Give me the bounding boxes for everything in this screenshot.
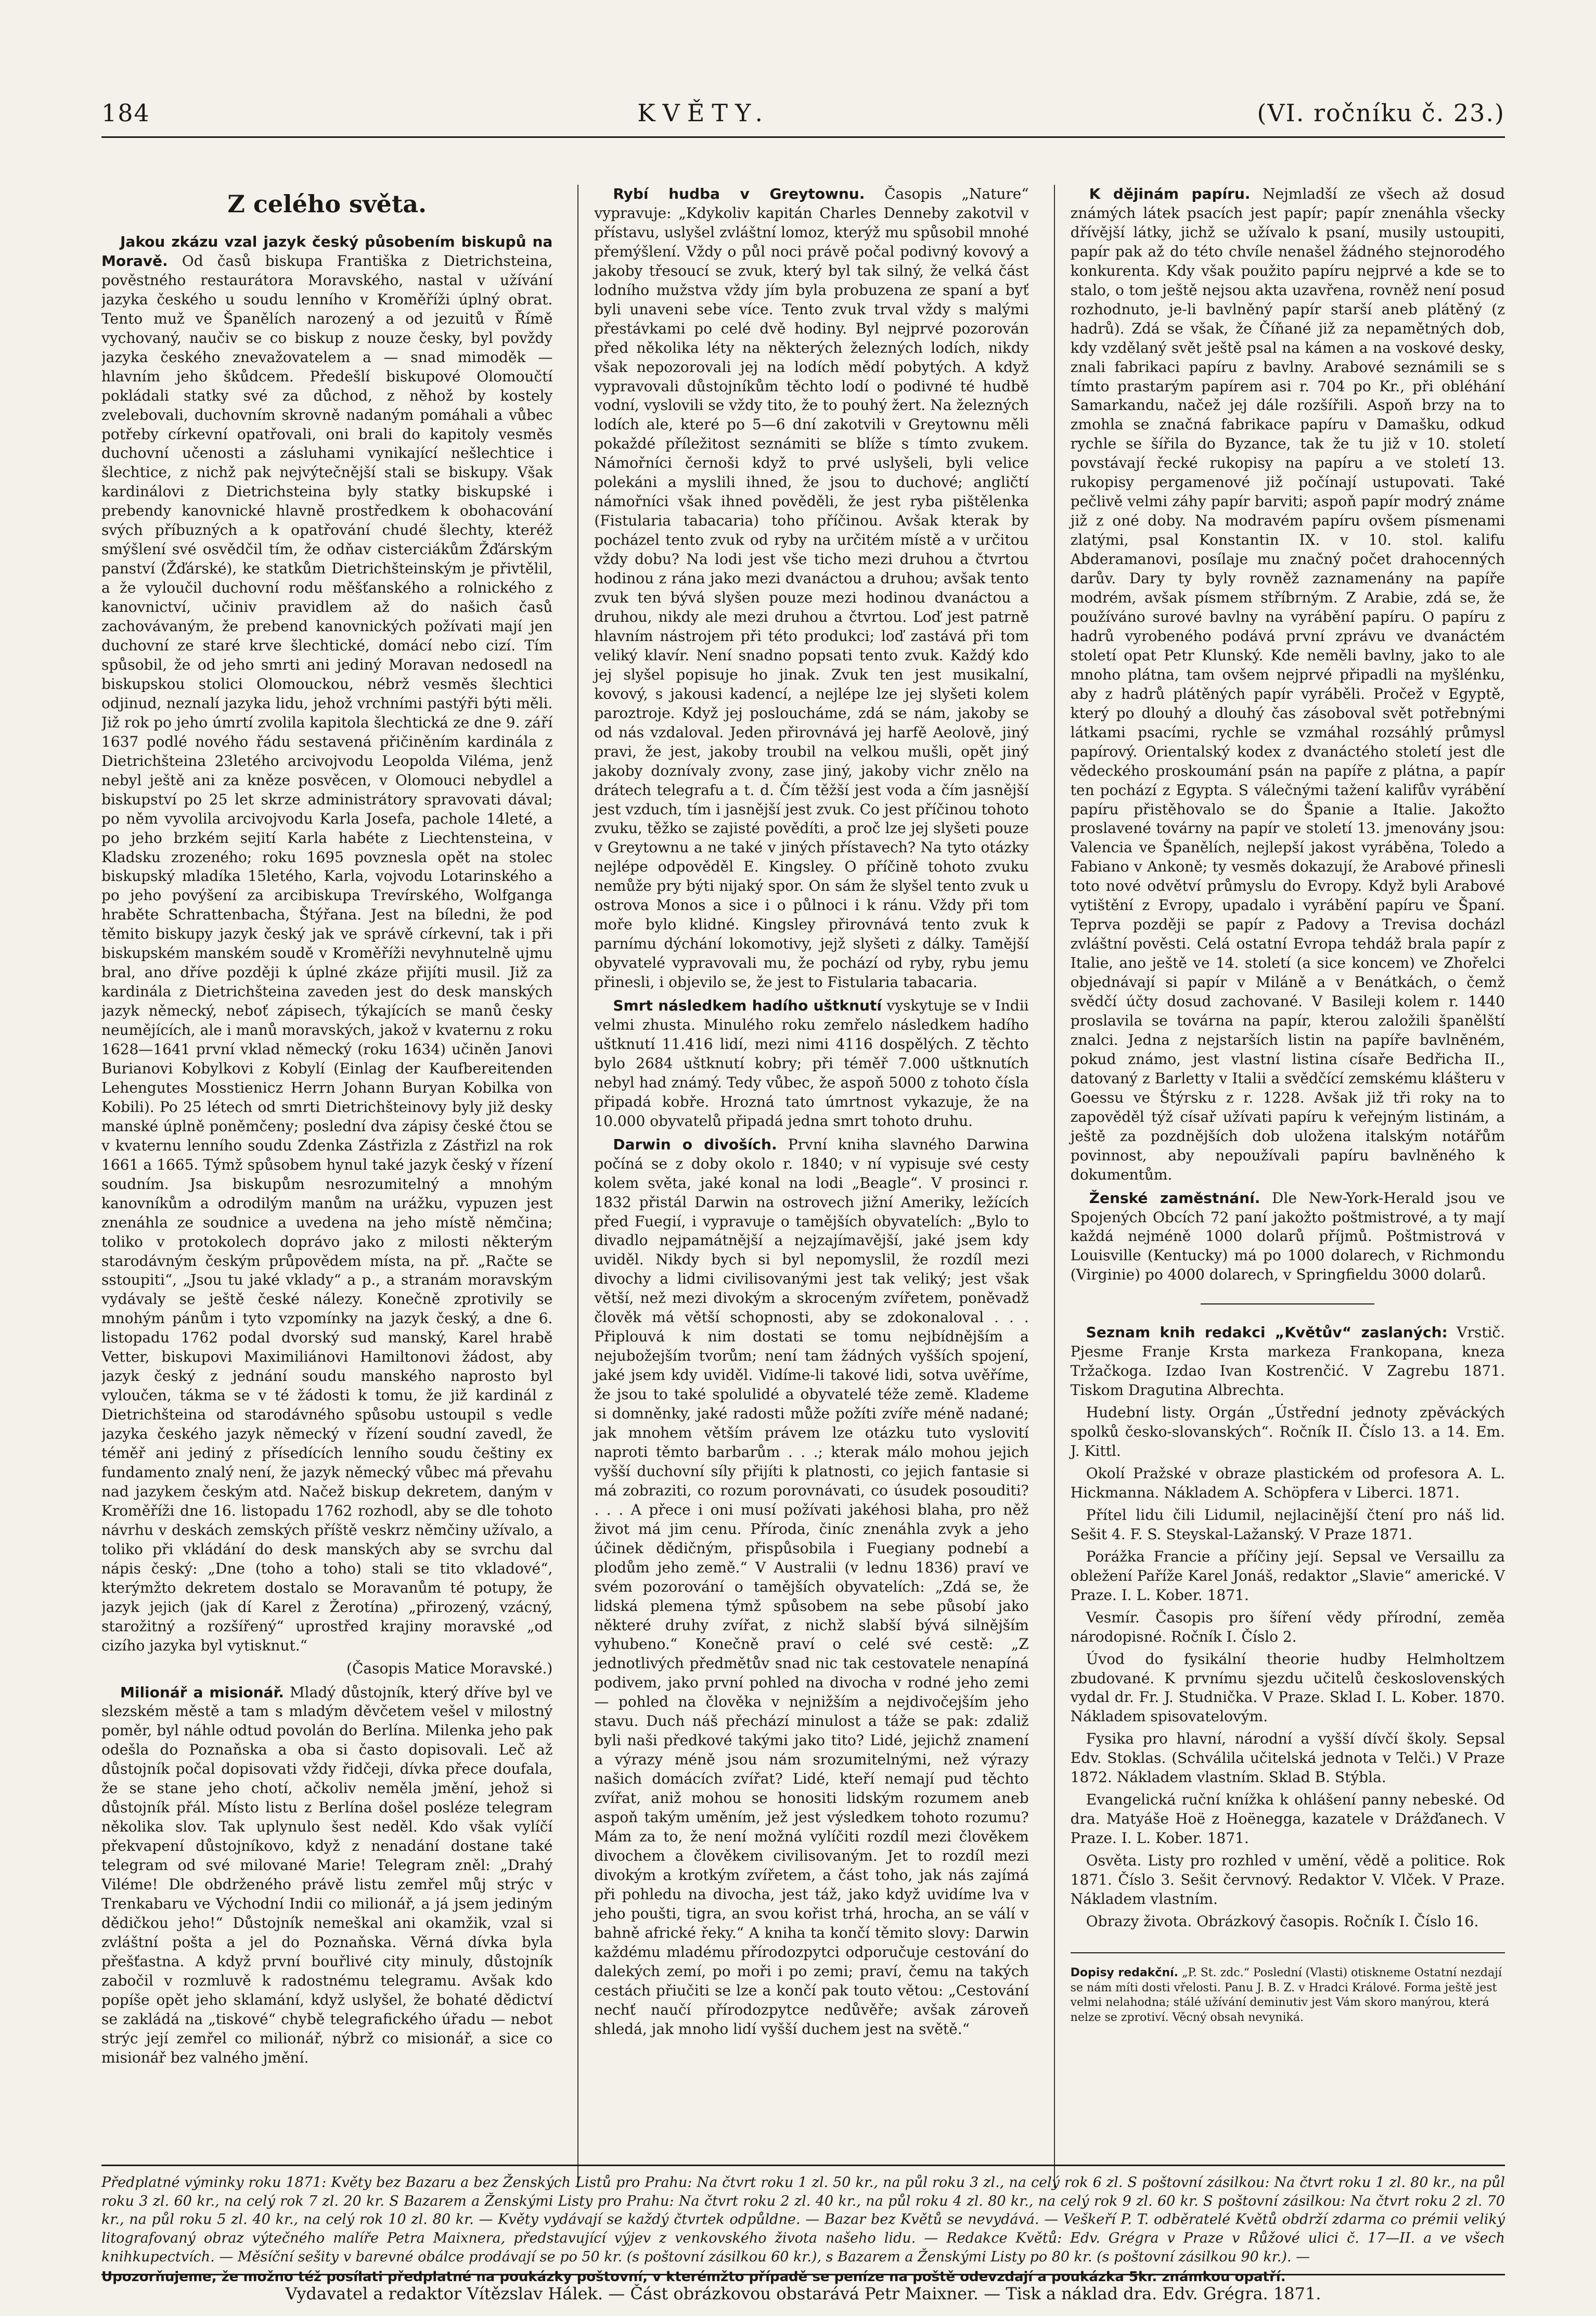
column-1 xyxy=(101,185,552,2188)
article-body: Nejmladší ze všech až dosud známých látek psacích jest papír; papír znenáhla všecky dřívější látky, jichž se užívalo k psaní, musily ustoupiti, papír pak až do této chvíle nenašel žádného stejnorodého konkurenta. Kdy však použito papíru nejprvé a kde se to stalo, o tom ještě nejsou akta uzavřena, rovněž není posud rozhodnuto, je-li bavlněný papír starší aneb plátěný (z hadrů). Zdá se však, že Číňané již za nepamětných dob, kdy vzdělaný svět ještě psal na kámen a na voskové desky, znali fabrikaci papíru z bavlny. Arabové seznámili se s tímto prastarým papírem asi r. 704 po Kr., při obléhání Samarkandu, načež jej dále rozšířili. Aspoň brzy na to zmohla se značná fabrikace papíru v Damašku, odkud rychle se šířila do Byzance, tak že tu již v 10. století povstávají řecké rukopisy na papíru a ve století 13. rukopisy pergamenové již počínají ustupovati. Také pečlivě velmi záhy papír barviti; aspoň papír modrý známe již z oné doby. Na modravém papíru ovšem písmenami zlatými, psal Konstantin IX. v 10. stol. kalifu Abderamanovi, posílaje mu značný počet drahocenných darův. Dary ty byly rovněž zaznamenány na papíře modrém, avšak písmem stříbrným. Z Arabie, zdá se, že používáno surové bavlny na vyrábění papíru. O papíru z hadrů vyrobeného podává první zprávu ve dvanáctém století opat Petr Klunský. Kde neměli bavlny, jako to ale mnoho plátna, tam ovšem nejprvé připadli na myšlénku, aby z hadrů plátěných papír vyráběli. Pročež v Egyptě, který po dlouhý a dlouhý čas zásoboval svět potřebnými látkami psacími, rychle se vzmáhal rozsáhlý průmysl papírový. Orientalský kodex z dvanáctého století jest dle vědeckého proskoumání psán na papíře z plátna, a papír ten pochází z Egypta. S válečnými tažení kalifův vyrábění papíru přistěhovalo se do Španie a Italie. Jakožto proslavené továrny na papír ve století 13. jmenovány jsou: Valencia ve Španělích, nejlepší jakost vyráběna, Toledo a Fabiano v Ankoně; ty vesměs dokazují, že Arabové přinesli toto nové odvětví průmyslu do Evropy. Když byli Arabové vytištění z Evropy, upadalo i vyrábění papíru ve Španí. Teprva později se papír z Padovy a Trevisa docházl zvláštní pověsti. Celá ostatní Evropa tehdáž brala papír z Italie, ano ještě ve 14. století (a sice koncem) ve Zhořelci objednávají si papír v Miláně a v Benátkách, o čemž svědčí účty dosud zachované. V Basileji kolem r. 1440 proslavila se továrna na papír, kterou založili španělští znalci. Jedna z nejstarších listin na papíře bavlněném, pokud známo, jest vlastní listina císaře Bedřicha II., datovaný z Barletty v Italii a svědčící zemskému klášteru v Goessu ve Štýrsku z r. 1228. Avšak již tři roky na to zapověděl týž císař užívati papíru k veřejným listinám, a ještě za pozdnějších dob uložena italským notářům povinnost, aby nepoužívali papíru bavlněného k dokumentům. xyxy=(1070,185,1505,1183)
article-snakebite xyxy=(594,996,1028,1131)
article-body: Mladý důstojník, který dříve byl ve slezském městě a tam s mladým děvčetem vešel v milostný poměr, byl náhle odtud povolán do Berlína. Milenka jeho pak odešla do Poznaňska a oba si často dopisovali. Leč až důstojník počal dopisovati vždy řidčeji, dívka přece doufala, že se stane jeho chotí, ačkoliv neměla jmění, jehož si důstojník přál. Místo listu z Berlína došel posléze telegram několika slov. Tak uplynulo šest neděl. Kdo však vylíčí překvapení důstojníkovo, když z nenadání dostane také telegram od své milované Marie! Telegram zněl: „Drahý Viléme! Dle obdrženého právě listu zemřel můj strýc v Trenkabaru ve Východní Indii co milionář, a já jsem jediným dědičkou jeho!“ Důstojník nemeškal ani okamžik, vzal si zvláštní pošta a jel do Poznaňska. Věrná dívka byla přešťastna. A když první bouřlivé city minuly, důstojník zabočil v rozmluvě k radostnému telegramu. Avšak kdo popíše opět jeho sklamání, když uslyšel, že bohaté dědictví se zakládá na „tiskové“ chybě telegrafického úřadu — nebot strýc její zemřel co milionář, nýbrž co misionář, a sice co misionář bez valného jmění. xyxy=(101,1683,553,2066)
article-headline: Rybí hudba v Greytownu. xyxy=(613,185,865,202)
divider xyxy=(1201,1303,1374,1304)
article-darwin xyxy=(594,1135,1028,2039)
book-list-heading: Seznam knih redakci „Květův“ zaslaných: xyxy=(1086,1324,1448,1341)
article-headline: Smrt následkem hadího uštknutí xyxy=(613,997,882,1015)
book-entry: Fysika pro hlavní, národní a vyšší dívčí školy. Sepsal Edv. Stoklas. (Schválila učitelská jednota v Telči.) V Praze 1872. Nákladem vlastním. Sklad B. Stýbla. xyxy=(1070,1730,1505,1786)
article-body: Od časů biskupa Františka z Dietrichsteina, pověstného restaurátora Moravského, nastal v užívání jazyka českého u soudu lenního v Kroměříži úplný obrat. Tento muž ve Španělích narozený a od jezuitů v Římě vychovaný, naučiv se co biskup z nouze česky, byl povždy jazyka českého znevažovatelem a — snad mimoděk — hlavním jeho škůdcem. Předešlí biskupové Olomoučtí pokládali statky své za důchod, z něhož by kostely zvelebovali, duchovním skrovně nadaným pomáhali a vůbec potřeby církevní opatřovali, oni brali do kapitoly vesměs duchovní učenosti a zásluhami vynikající nešlechtice i šlechtice, z nichž pak nejvýtečnější stali se biskupy. Však kardinálovi z Dietrichsteina byly statky biskupské i prebendy kanovnické hlavně prostředkem k obohacování svých příbuzných a k opatřování chudé šlechty, kteréž smýšlení své osvědčil tím, že odňav cisterciákům Žďárským panství (Žďárské), ke statkům Dietrichšteinským je přivtělil, a že vyloučil duchovní rodu měšťanského a rolnického z kanovnictví, učiniv pravidlem až do našich časů zachovávaným, že prebend kanovnických požívati mají jen duchovní ze staré krve šlechtické, domácí nebo cizí. Tím spůsobil, že od jeho smrti ani jediný Moravan nedosedl na biskupskou stolici Olomouckou, nébrž vesměs šlechtici odjinud, neznalí jazyka lidu, jehož vrchními pastýři býti měli. Již rok po jeho úmrtí zvolila kapitola šlechtická ze dne 9. září 1637 podlé nového řádu sestavená přičiněním kardinála z Dietrichšteina 23letého arcivojvodu Leopolda Viléma, jenž nebyl ještě ani za kněze posvěcen, v Olomouci nebydlel a biskupství po 25 let skrze administrátory spravovati dával; po něm vyvolila arcivojvodu Karla Josefa, pachole 14leté, a po jeho brzkém sejití Karla habéte z Liechtensteina, v Kladsku zrozeného; roku 1695 povznesla opět na stolec biskupský mladíka 15letého, Karla, vojvodu Lotarinského a po jeho povýšení za arcibiskupa Trevírského, Wolfganga hraběte Schrattenbacha, Štýřana. Jest na bíledni, že pod těmito biskupy jazyk český jak ve správě církevní, tak i při biskupském manském soudě v Kroměříži nevyhnutelně ujmu bral, ano dříve později k úplné zkáze přijíti musil. Již za kardinála z Dietrichšteina zaveden jest do desk manských jazyk německý, neboť zápisech, týkajících se manů česky neumějících, ale i manů moravských, jakož v kvaternu z roku 1628—1641 první vklad německý (roku 1634) učiněn Janovi Burianovi Kobylkovi z Kobylí (Einlag der Kaufbereitenden Lehengutes Mosstienicz Herrn Johann Buryan Kobilka von Kobili). Po 25 létech od smrti Dietrichšteinovy byly již desky manské úplně poněmčeny; poslední dva zápisy české čtou se v kvaternu lenního soudu Zdenka Zástřizla z Zástřizl na rok 1661 a 1665. Týmž spůsobem hynul také jazyk český v řízení soudním. Jsa biskupům nesrozumitelný a mnohým kanovníkům a odrodilým manům na urážku, vypuzen jest znenáhla ze soudnice a uvedena na jeho místě němčina; toliko v protokolech doprávo jako z milosti některým starodávným českým průpovědem místa, na př. „Račte se sstoupiti“, „Jsou tu jaké vklady“ a p., a stranám moravským vydávaly se ještě české nálezy. Konečně zprotivily se mnohým pánům i tyto vzpomínky na jazyk český, a dne 6. listopadu 1762 podal dvorský sud manský, Karel hrabě Vetter, biskupovi Maximiliánovi Hamiltonovi žádost, aby jazyk český z jednání soudu manského naprosto byl vyloučen, tákma se v té žádosti k tomu, že již kardinál z Dietrichšteina od starodávného spůsobu ustoupil s vedle jazyka českého jazyk německý v řízení soudní zavedl, že téměř ani jediný z přísedících lenního soudu češtiny ex fundamento znalý není, že jazyk německý vůbec má převahu nad jazykem českým atd. Načež biskup dekretem, daným v Kroměříži dne 16. listopadu 1762 rozhodl, aby se dle tohoto návrhu v deskách zemských příště veskrz němčiny užívalo, a toliko při vkládání do desk manských aby se svrchu dal nápis český: „Dne (toho a toho) stali se tito vkladové“, kterýmžto dekretem dostalo se Moravanům té potupy, že jazyk jejich (jak dí Karel z Žerotína) „přirozený, vzácný, starožitný a rozšířený“ uprostřed krajiny moravské „od cizího jazyka byl vytisknut.“ xyxy=(101,252,553,1654)
book-entry: Hudební listy. Orgán „Ústřední jednoty zpěváckých spolků česko-slovanských“. Ročník II. Číslo 13. a 14. Em. J. Kittl. xyxy=(1070,1404,1505,1460)
subscription-warning: Upozorňujeme, že možno též posílati předplatné na poukázky poštovní, v kterémžto případě se peníze na poště odevzdají a poukázka 5kr. známkou opatří. xyxy=(101,2269,1286,2285)
book-entry: Úvod do fysikální theorie hudby Helmholtzem zbudované. K prvnímu sjezdu učitelů československých vydal dr. Fr. J. Studnička. V Praze. Sklad I. L. Kober. 1870. Nákladem spisovatelovým. xyxy=(1070,1650,1505,1725)
article-body: Časopis „Nature“ vypravuje: „Kdykoliv kapitán Charles Denneby zakotvil v přístavu, uslyšel zvláštní lomoz, kterýž mu spůsobil mnohé přemýšlení. Vždy o půl noci právě počal podivný kovový a jakoby třesoucí se zvuk, který byl tak silný, že velká část lodního mužstva vždy jím byla probuzena ze spaní a byť byli unaveni sebe více. Tento zvuk trval vždy s malými přestávkami po celé dvě hodiny. Byl nejprvé pozorován před několika léty na některých železných lodích, nikdy však nepozorovali jej na lodích mědí pobytých. A když vypravovali důstojníkům těchto lodí o podivné té hudbě vodní, vyslovili se vždy tito, že to pouhý žert. Na železných lodích ale, které po 5—6 dní zakotvili v Greytownu měli pokaždé příležitost seznámiti se blíže s tímto zvukem. Námořníci černoši když to prvé uslyšeli, byli velice polekáni a myslili ihned, že jsou to duchové; angličtí námořníci však ihned pověděli, že jest ryba pištělenka (Fistularia tabacaria) toho příčinou. Avšak kterak by pocházel tento zvuk od ryby na určitém místě a v určitou vždy dobu? Na lodi jest vše ticho mezi druhou a čtvrtou hodinou z rána jako mezi dvanáctou a druhou; avšak tento zvuk ten bývá slyšen pouze mezi hodinou dvanáctou a druhou, nikdy ale mezi druhou a čtvrtou. Loď jest patrně hlavním nástrojem při této produkci; loď zastává při tom veliký klavír. Není snadno popsati tento zvuk. Každý kdo jej slyšel popisuje ho jinak. Zvuk ten jest musikalní, kovový, s jakousi kadencí, a nejlépe lze jej slyšeti kolem paroztroje. Když jej posloucháme, zdá se nám, jakoby se od nás vzdaloval. Jeden přirovnává jej harfě Aeolově, jiný pravi, že jest, jakoby troubil na velkou mušli, opět jiný jakoby doznívaly zvony, zase jiný, jakoby vichr znělo na drátech telegrafu a t. d. Čím těžší jest voda a čím jasnější jest vzduch, tím i jasnější jest zvuk. Co jest příčinou tohoto zvuku, těžko se zajisté povědíti, a proč lze jej slyšeti pouze v Greytownu a ne také v jiných přístavech? Na tyto otázky nejlépe odpověděl E. Kingsley. O příčině tohoto zvuku nemůže pry býti nijaký spor. On sám že slyšel tento zvuk u ostrova Monos a sice i o půlnoci i k ránu. Vždy při tom moře bylo klidné. Kingsley přirovnává tento zvuk k parnímu dýchání lokomotivy, jejž slyšeti z dálky. Tamější obyvatelé vypravovali mu, že pochází od ryby, rybu jemu přinesli, i objevilo se, že jest to Fistularia tabacaria. xyxy=(594,185,1029,991)
book-entry: Vrstič. Pjesme Franje Krsta markeza Frankopana, kneza Tržačkoga. Izdao Ivan Kostrenčić. V Zagrebu 1871. Tiskom Dragutina Albrechta. xyxy=(1070,1324,1505,1399)
article-body: První kniha slavného Darwina počíná se z doby okolo r. 1840; v ní vypisuje své cesty kolem světa, jaké konal na lodi „Beagle“. V prosinci r. 1832 přistál Darwin na ostrovech jižní Ameriky, ležících před Fuegií, i vypravuje o tamějších obyvatelích: „Bylo to divadlo nejpamátnější a nejzajímavější, jaké jsem kdy uviděl. Nikdy bych si byl nepomyslil, že rozdíl mezi divochy a lidmi civilisovanými jest tak veliký; jest však větší, než mezi divokým a skroceným zvířetem, poněvadž člověk má větší schopnosti, aby se zdokonaloval . . . Připlouvá k nim dostati se tomu nejbídnějším a nejubožejším tvorům; není tam žádných vyšších spojení, jaké jsem kdy uviděl. Vidíme-li takové lidi, sotva uvěříme, že jsou to také spolulidé a obyvatelé téže země. Klademe si domněnky, jaké radosti může požíti zvíře méně nadané; jak mnohem větším právem lze otázku tuto vyslovití naproti těmto barbarům . . .; kterak málo mohou jejich vyšší duchovní síly přijíti k platnosti, co jejich fantasie si má zobraziti, co rozum porovnávati, co úsudek posouditi? . . . A přece i oni musí požívati jakéhosi blaha, pro něž život má jim cenu. Příroda, činíc znenáhla zvyk a jeho účinek dědičným, přispůsobila i Fuegiany podnebí a plodům jeho země.“ V Australii (v lednu 1836) praví ve svém pozorování o tamějších obyvatelích: „Zdá se, že lidská plemena týmž spůsobem na sebe působí jako některé druhy zvířat, z nichž slabší bývá silnějším vyhubeno.“ Konečně praví o celé své cestě: „Z jednotlivých předmětův snad nic tak cestovatele nenapíná podivem, jako první pohled na divocha v rodné jeho zemi — pohled na člověka v nejnižším a nejdivočejším jeho stavu. Duch náš přechází minulost a táže se pak: zdaliž byli naši předkové takými jako tito? Lidé, jejichž znamení a výrazy méně jsou nám srozumitelnými, než výrazy našich domácích zvířat? Lidé, kteří nemají pud těchto zvířat, aniž mohou se honositi lidským rozumem aneb aspoň takým uměním, jež jest výsledkem tohoto rozumu? Mám za to, že není možná vylíčiti rozdíl mezi člověkem divochem a člověkem civilisovaným. Jet to rozdíl mezi divokým a krotkým zvířetem, a část toho, jak nás zajímá při pohledu na divocha, jest táž, jako když uvidíme lva v jeho poušti, tigra, an svou kořist trhá, hrocha, an se válí v bahně africké řeky.“ A kniha ta končí těmito slovy: Darwin každému mladému přírodozpytci odporučuje cestování do dalekých zemí, po moři i po zemi; praví, čemu na takých cestách přiučiti se lze a končí pak touto větou: „Cestování nechť naučí přírodozpytce nedůvěře; avšak zároveň shledá, jak mnoho lidí vyšší duchem jest na světě.“ xyxy=(594,1135,1029,2038)
article-headline: Ženské zaměstnání. xyxy=(1089,1189,1260,1207)
article-columns xyxy=(101,185,1505,2188)
book-entry: Evangelická ruční knížka k ohlášení panny nebeské. Od dra. Matyáše Hoë z Hoënegga, kazatele v Drážďanech. V Praze. I. L. Kober. 1871. xyxy=(1070,1791,1505,1847)
book-list-intro xyxy=(1071,1323,1505,1400)
issue-label: (VI. ročníku č. 23.) xyxy=(1257,99,1505,127)
subscription-text: Předplatné výminky roku 1871: Květy bez Bazaru a bez Ženských Listů pro Prahu: Na čtvrt roku 1 zl. 50 kr., na půl roku 3 zl., na celý rok 6 zl. S poštovní zásilkou: Na čtvrt roku 1 zl. 80 kr., na půl roku 3 zl. 60 kr., na celý rok 7 zl. 20 kr. S Bazarem a Ženskými Listy pro Prahu: Na čtvrt roku 2 zl. 40 kr., na půl roku 4 zl. 80 kr., na celý rok 9 zl. 60 kr. S poštovní zásilkou: Na čtvrt roku 2 zl. 70 kr., na půl roku 5 zl. 40 kr., na celý rok 10 zl. 80 kr. — Květy vydávají se každý čtvrtek odpůldne. — Bazar bez Květů se nevydává. — Veškeří P. T. odběratelé Květů obdrží zdarma co prémii veliký litografovaný obraz výtečného malíře Petra Maixnera, představující výjev z venkovského života našeho lidu. — Redakce Květů: Edv. Grégra v Praze v Růžové ulici č. 17—II. a ve všech knihkupectvích. — Měsíční sešity v barevné obálce prodávají se po 50 kr. (s poštovní zásilkou 60 kr.), s Bazarem a Ženskými Listy po 80 kr. (s poštovní zásilkou 90 kr.). — xyxy=(101,2174,1505,2265)
page-header xyxy=(101,99,1505,138)
article-body: Dle New-York-Herald jsou ve Spojených Obcích 72 paní jakožto poštmistrové, a ty mají každá nejméně 1000 dolarů příjmů. Poštmistrová v Louisville (Kentucky) má po 1000 dolarech, v Richmondu (Virginie) po 4000 dolarech, v Springfieldu 3000 dolarů. xyxy=(1070,1189,1505,1284)
imprint-footer: Vydavatel a redaktor Vítězslav Hálek. — Část obrázkovou obstarává Petr Maixner. — Tisk a náklad dra. Edv. Grégra. 1871. xyxy=(101,2274,1505,2304)
article-source: (Časopis Matice Moravské.) xyxy=(346,1659,553,1677)
column-3 xyxy=(1054,185,1505,2188)
notice-heading: Dopisy redakční. xyxy=(1070,1966,1179,1979)
page-number: 184 xyxy=(101,99,150,127)
subscription-terms xyxy=(101,2165,1505,2286)
article-headline: Jakou zkázu vzal jazyk český působením biskupů na Moravě. xyxy=(101,233,553,270)
editorial-notice xyxy=(1071,1952,1505,2025)
book-entry: Přítel lidu čili Lidumil, nejlacinější čtení pro náš lid. Sešit 4. F. S. Steyskal-Lažanský. V Praze 1871. xyxy=(1070,1506,1505,1543)
article-moravia-language xyxy=(101,233,552,1656)
book-entry: Osvěta. Listy pro rozhled v umění, vědě a politice. Rok 1871. Číslo 3. Sešit červnový. Redaktor V. Vlček. V Praze. Nákladem vlastním. xyxy=(1070,1852,1505,1908)
book-entry: Porážka Francie a příčiny její. Sepsal ve Versaillu za obležení Paříže Karel Jonáš, redaktor „Slavie“ americké. V Praze. I. L. Kober. 1871. xyxy=(1070,1547,1505,1604)
article-headline: K dějinám papíru. xyxy=(1089,185,1251,202)
article-women-employment xyxy=(1071,1189,1505,1285)
article-fish-music xyxy=(594,185,1028,992)
section-heading: Z celého světa. xyxy=(227,190,427,218)
column-2 xyxy=(577,185,1028,2188)
article-headline: Milionář a misionář. xyxy=(120,1683,284,1701)
journal-title: KVĚTY. xyxy=(637,99,770,127)
article-paper-history xyxy=(1071,185,1505,1185)
notice-body: „P. St. zdc.“ Poslední (Vlasti) otiskneme Ostatní nezdají se nám míti dosti vřelosti. Panu J. B. Z. v Hradci Králové. Forma ještě jest velmi nelahodna; stálé užívání deminutiv jest Vám skoro manýrou, která nelze se zprotiví. Věcný obsah nevyniká. xyxy=(1070,1966,1502,2024)
article-millionaire xyxy=(101,1683,552,2068)
article-headline: Darwin o divoších. xyxy=(613,1135,777,1153)
book-entry: Vesmír. Časopis pro šíření vědy přírodní, zeměa národopisné. Ročník I. Číslo 2. xyxy=(1070,1608,1505,1645)
book-entry: Okolí Pražské v obraze plastickém od profesora A. L. Hickmanna. Nákladem A. Schöpfera v Liberci. 1871. xyxy=(1070,1465,1505,1501)
article-body: vyskytuje se v Indii velmi zhusta. Minulého roku zemřelo následkem hadího uštknutí 11.416 lidí, mezi nimi 4116 dospělých. Z těchto bylo 2684 uštknutí kobry; při téměř 7.000 uštknutích nebyl had známý. Tedy vůbec, že aspoň 5000 z tohoto čísla připadá kobře. Hrozná tato úmrtnost vykazuje, že na 10.000 obyvatelů připadá jedna smrt tohoto druhu. xyxy=(594,997,1029,1130)
book-entry: Obrazy života. Obrázkový časopis. Ročník I. Číslo 16. xyxy=(1086,1912,1479,1930)
